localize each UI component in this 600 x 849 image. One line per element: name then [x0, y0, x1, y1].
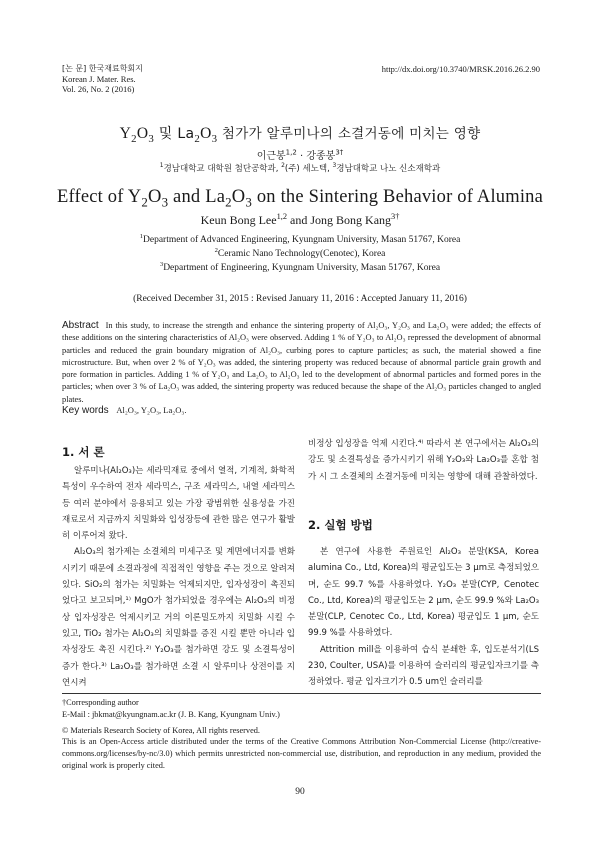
keywords-text: Al₂O₃, Y₂O₃, La₂O₃. — [116, 405, 187, 415]
journal-name-korean: [논 문] 한국재료학회지 — [62, 64, 143, 73]
affiliations-korean — [0, 162, 600, 174]
affiliation-text: Department of Advanced Engineering, Kyungnam University, Masan 51767, Korea — [143, 235, 461, 245]
aff-ko-text: 경남대학교 나노 신소재학과 — [336, 164, 441, 174]
title-en-sub: 3 — [161, 194, 169, 210]
affiliation-sup: 3 — [159, 260, 164, 268]
corresponding-author: †Corresponding author — [62, 698, 139, 707]
right-column — [308, 436, 539, 485]
title-en-part: O — [148, 187, 162, 207]
doi-link[interactable]: http://dx.doi.org/10.3740/MRSK.2016.26.2.90 — [381, 64, 540, 74]
keywords-label: Key words — [62, 405, 109, 416]
title-english — [0, 187, 600, 208]
experimental-paragraph-2: Attrition mill을 이용하여 습식 분쇄한 후, 입도분석기(LS 230, Coulter, USA)를 이용하여 슬러리의 평균입자크기를 측정하였다. 평균 입자크기가 0.5 um인 슬러리를 — [308, 644, 539, 688]
author-en-name: and Jong Bong Kang — [287, 213, 392, 227]
affiliation-sup: 2 — [214, 246, 218, 254]
author-ko-sup: 3† — [335, 148, 344, 157]
title-en-part: Effect of Y — [56, 187, 142, 207]
author-ko-sup: 1,2 — [285, 148, 297, 157]
intro-paragraph-2: Al₂O₃의 첨가제는 소결체의 미세구조 및 계면에너지를 변화시키기 때문에 소결과정에 직접적인 영향을 주는 것으로 알려져 있다. SiO₂의 첨가는 치밀화는 억제되지만, 입자성장이 촉진되었다고 보고되며,¹⁾ MgO가 첨가되었을 경우에는 Al₂O₃의 비정상 입자성장은 억제시키고 거의 이론밀도까지 치밀화 시킬 수 있고, TiO₂ 첨가는 Al₂O₃의 치밀화를 증진 시킬 뿐만 아니라 입자성장도 촉진 시킨다.²⁾ Y₂O₃를 첨가하면 강도 및 소결특성이 증가 한다.³⁾ La₂O₃를 첨가하면 소결 시 알루미나 상전이를 지연시켜 — [62, 547, 295, 688]
journal-header — [62, 64, 143, 94]
title-ko-part: O — [136, 125, 149, 142]
title-en-part: O — [231, 187, 246, 207]
author-en-sup: 1,2 — [276, 212, 288, 221]
copyright-line: © Materials Research Society of Korea, All rights reserved. — [62, 725, 260, 735]
title-ko-sub: 3 — [148, 133, 155, 146]
title-ko-sub: 3 — [211, 133, 218, 146]
title-ko-part: Y — [119, 125, 132, 142]
title-ko-part: 첨가가 알루미나의 소결거동에 미치는 영향 — [217, 126, 481, 142]
title-ko-sub: 2 — [194, 133, 201, 146]
author-ko-name: 이근봉 — [256, 151, 286, 162]
experimental-paragraph-1: 본 연구에 사용한 주원료인 Al₂O₃ 분말(KSA, Korea alumina Co., Ltd, Korea)의 평균입도는 3 µm로 측정되었으며, 순도 99.7 %를 사용하였다. Y₂O₃ 분말(CYP, Cenotec Co., Ltd, Korea)의 평균입도는 2 µm, 순도 99.9 %와 La₂O₃ 분말(CLP, Cenotec Co., Ltd, Korea) 평균입도 1 µm, 순도 99.9 %를 사용하였다. — [308, 547, 539, 639]
authors-korean — [0, 147, 600, 162]
abstract — [62, 320, 541, 406]
title-en-part: on the Sintering Behavior of Alumina — [252, 187, 544, 207]
affiliation-1 — [0, 232, 600, 245]
corresponding-email[interactable]: E-Mail : jbkmat@kyungnam.ac.kr (J. B. Kang, Kyungnam Univ.) — [62, 709, 280, 719]
title-ko-sub: 2 — [131, 133, 137, 146]
section-heading-introduction: 1. 서 론 — [62, 445, 105, 459]
title-korean — [0, 122, 600, 146]
abstract-label: Abstract — [62, 320, 99, 331]
aff-ko-sup: 2 — [281, 162, 285, 170]
authors-english — [0, 213, 600, 228]
intro-paragraph-1: 알루미나(Al₂O₃)는 세라믹재료 중에서 열적, 기계적, 화학적 특성이 우수하여 전자 세라믹스, 구조 세라믹스, 내열 세라믹스 등 여러 분야에서 응용되고 있는 가장 광범위한 실용성을 가진 재료로서 지금까지 치밀화와 입성장등에 관한 많은 연구가 활발히 이루어져 왔다. — [62, 466, 295, 542]
title-ko-part: O — [200, 125, 212, 142]
affiliation-text: Department of Engineering, Kyungnam University, Masan 51767, Korea — [163, 263, 441, 273]
title-en-sub: 3 — [245, 194, 253, 210]
affiliation-text: Ceramic Nano Technology(Cenotec), Korea — [217, 249, 386, 259]
affiliation-3 — [0, 260, 600, 273]
author-en-sup: 3† — [391, 212, 400, 221]
affiliation-2 — [0, 246, 600, 259]
author-en-name: Keun Bong Lee — [200, 213, 277, 227]
title-en-sub: 2 — [141, 194, 148, 210]
title-ko-part: 및 La — [154, 126, 195, 142]
title-en-part: and La — [168, 187, 226, 207]
footnote-divider — [62, 693, 541, 694]
author-ko-name: · 강종봉 — [296, 151, 336, 162]
title-en-sub: 2 — [225, 194, 232, 210]
page-number: 90 — [295, 787, 305, 797]
abstract-text: In this study, to increase the strength and enhance the sintering property of Al₂O₃, Y₂O₃ and La₂O₃ were added; the effects of these additions on the sintering characteristics of Al₂O₃ were observed. Adding 1 % of Y₂O₃ to Al₂O₃ repressed the development of abnormal particles and reduced the grain boundary migration of Al₂O₃, curbing pores to capture particles; as such, the material showed a fine microstructure. But, when over 2 % of Y₂O₃ was added, the sintering property was reduced because of abnormal particle grain growth and pore formation in particles. Adding 1 % of Y₂O₃ and La₂O₃ to Al₂O₃ led to the development of abnormal particles and formed pores in the particles; when over 3 % of La₂O₃ was added, the sintering property was reduced because the shape of the Al₂O₃ particles changed to angled plates. — [62, 321, 542, 404]
aff-ko-sup: 1 — [159, 162, 164, 170]
left-column — [62, 463, 295, 691]
footnote — [62, 697, 541, 772]
received-dates: (Received December 31, 2015 : Revised January 11, 2016 : Accepted January 11, 2016) — [133, 294, 467, 304]
intro-paragraph-continued: 비정상 입성장을 억제 시킨다.⁴⁾ 따라서 본 연구에서는 Al₂O₃의 강도 및 소결특성을 증가시키기 위해 Y₂O₃와 La₂O₃를 혼합 첨가 시 그 소결체의 소결거동에 미치는 영향에 대해 관찰하였다. — [308, 439, 539, 482]
aff-ko-sup: 3 — [332, 162, 337, 170]
keywords — [62, 405, 186, 416]
experimental-text — [308, 544, 539, 691]
license-text: This is an Open-Access article distributed under the terms of the Creative Commons Attribution Non-Commercial License (http://creative-commons.org/licenses/by-nc/3.0) which permits unrestricted non-commercial use, distribution, and reproduction in any medium, provided the original work is properly cited. — [62, 737, 541, 770]
affiliation-sup: 1 — [139, 232, 144, 240]
aff-ko-text: (주) 세노텍, — [284, 164, 333, 174]
journal-volume: Vol. 26, No. 2 (2016) — [62, 84, 135, 94]
section-heading-experimental: 2. 실험 방법 — [308, 518, 373, 532]
journal-name-english: Korean J. Mater. Res. — [62, 74, 136, 84]
aff-ko-text: 경남대학교 대학원 첨단공학과, — [163, 164, 282, 174]
